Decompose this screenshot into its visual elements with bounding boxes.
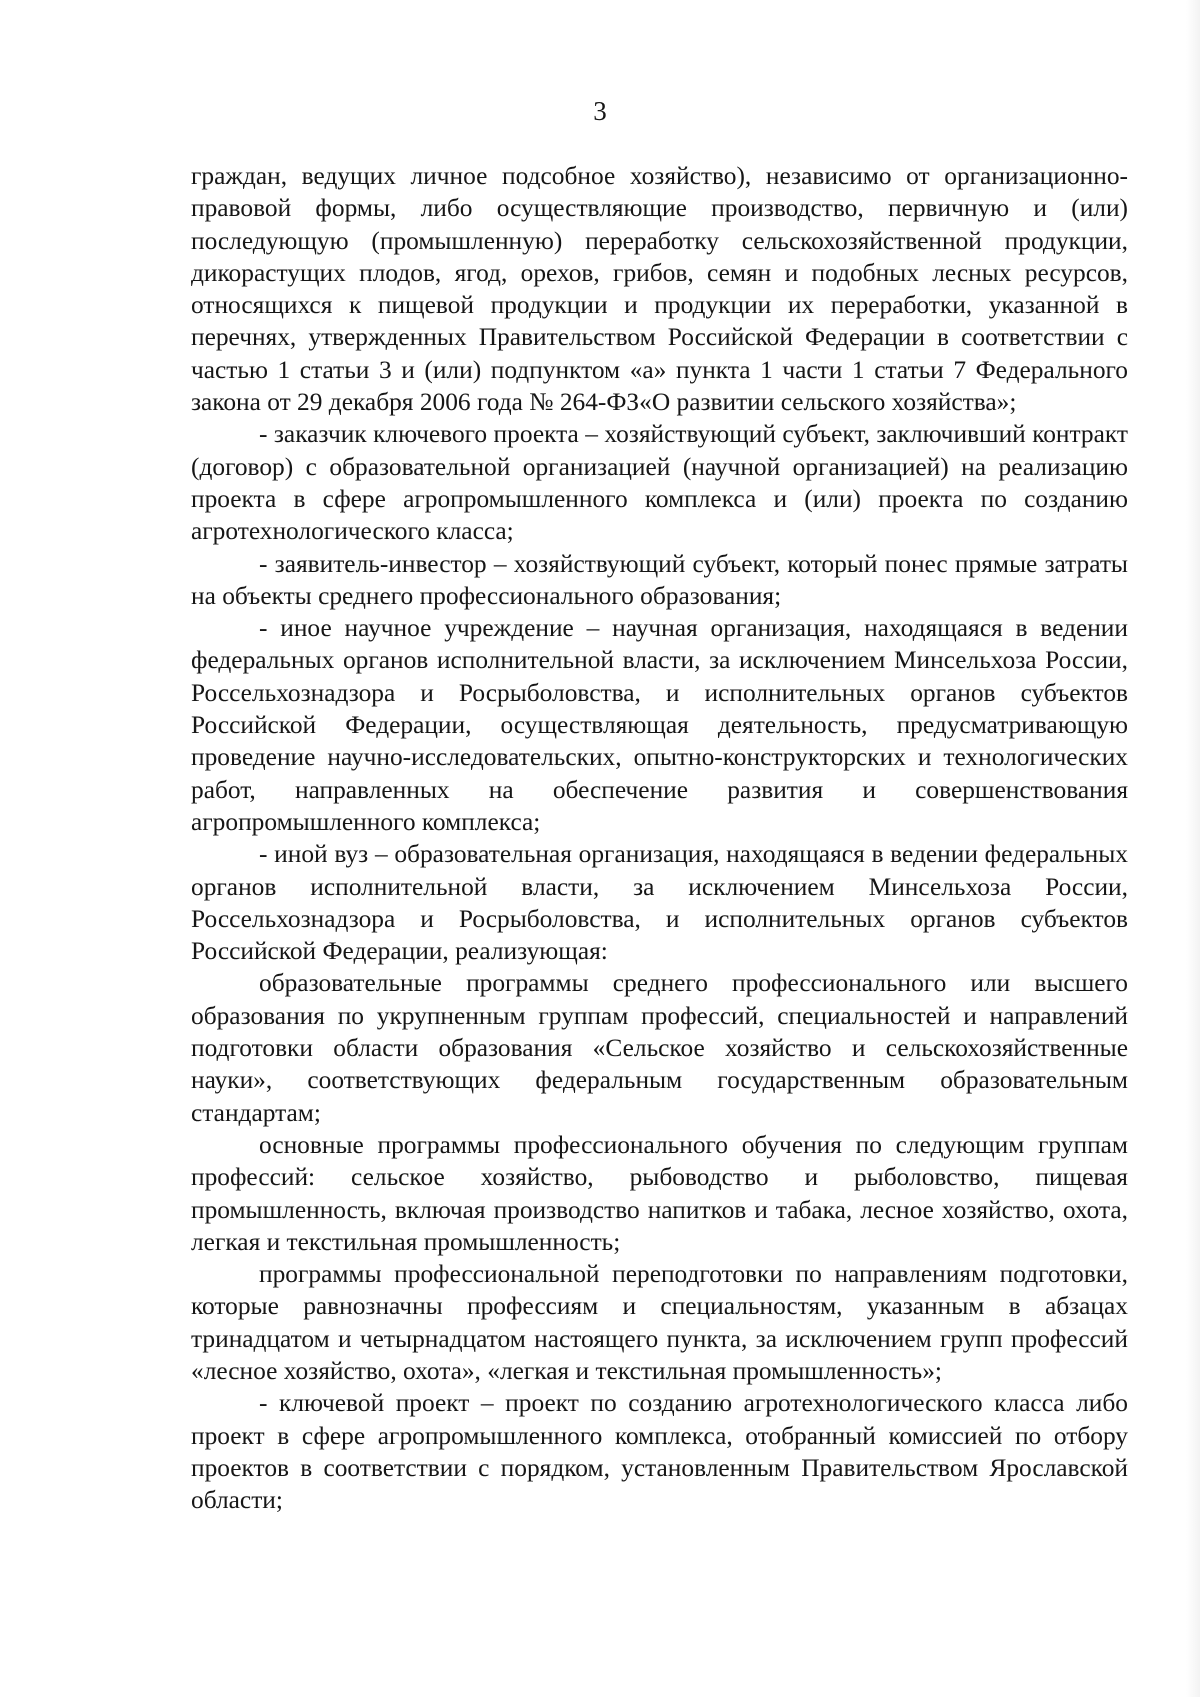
paragraph-other-scientific-institution: - иное научное учреждение – научная организация, находящаяся в ведении федеральных органов исполнительной власти, за исключением Минсельхоза России, Россельхознадзора и Росрыболовства, и исполнительных органов субъектов Российской Федерации, осуществляющая деятельность, предусматривающую проведение научно-исследовательских, опытно-конструкторских и технологических работ, направленных на обеспечение развития и совершенствования агропромышленного комплекса; — [191, 614, 1128, 836]
paragraph-continuation: граждан, ведущих личное подсобное хозяйство), независимо от организационно-правовой формы, либо осуществляющие производство, первичную и (или) последующую (промышленную) переработку сельскохозяйственной продукции, дикорастущих плодов, ягод, орехов, грибов, семян и подобных лесных ресурсов, относящихся к пищевой продукции и продукции их переработки, указанной в перечнях, утвержденных Правительством Российской Федерации в соответствии с частью 1 статьи 3 и (или) подпунктом «а» пункта 1 части 1 статьи 7 Федерального закона от 29 декабря 2006 года № 264-ФЗ«О развитии сельского хозяйства»; — [191, 162, 1128, 417]
paragraph-key-project: - ключевой проект – проект по созданию агротехнологического класса либо проект в сфере агропромышленного комплекса, отобранный комиссией по отбору проектов в соответствии с порядком, установленным Правительством Ярославской области; — [191, 1389, 1128, 1515]
paragraph-other-university: - иной вуз – образовательная организация, находящаяся в ведении федеральных органов исполнительной власти, за исключением Минсельхоза России, Россельхознадзора и Росрыболовства, и исполнительных органов субъектов Российской Федерации, реализующая: — [191, 840, 1128, 966]
scan-edge-shadow — [1186, 0, 1200, 1697]
paragraph-retraining-programs: программы профессиональной переподготовки по направлениям подготовки, которые равнозначны профессиям и специальностям, указанным в абзацах тринадцатом и четырнадцатом настоящего пункта, за исключением групп профессий «лесное хозяйство, охота», «легкая и текстильная промышленность»; — [191, 1260, 1128, 1385]
paragraph-vocational-training-programs: основные программы профессионального обучения по следующим группам профессий: сельское хозяйство, рыбоводство и рыболовство, пищевая промышленность, включая производство напитков и табака, лесное хозяйство, охота, легкая и текстильная промышленность; — [191, 1130, 1128, 1256]
document-body — [191, 160, 1128, 1516]
paragraph-applicant-investor: - заявитель-инвестор – хозяйствующий субъект, который понес прямые затраты на объекты среднего профессионального образования; — [191, 549, 1128, 610]
page-number: 3 — [593, 96, 607, 126]
paragraph-educational-programs: образовательные программы среднего профессионального или высшего образования по укрупненным группам профессий, специальностей и направлений подготовки области образования «Сельское хозяйство и сельскохозяйственные науки», соответствующих федеральным государственным образовательным стандартам; — [191, 969, 1128, 1127]
paragraph-key-project-customer: - заказчик ключевого проекта – хозяйствующий субъект, заключивший контракт (договор) с образовательной организацией (научной организацией) на реализацию проекта в сфере агропромышленного комплекса и (или) проекта по созданию агротехнологического класса; — [191, 420, 1128, 546]
